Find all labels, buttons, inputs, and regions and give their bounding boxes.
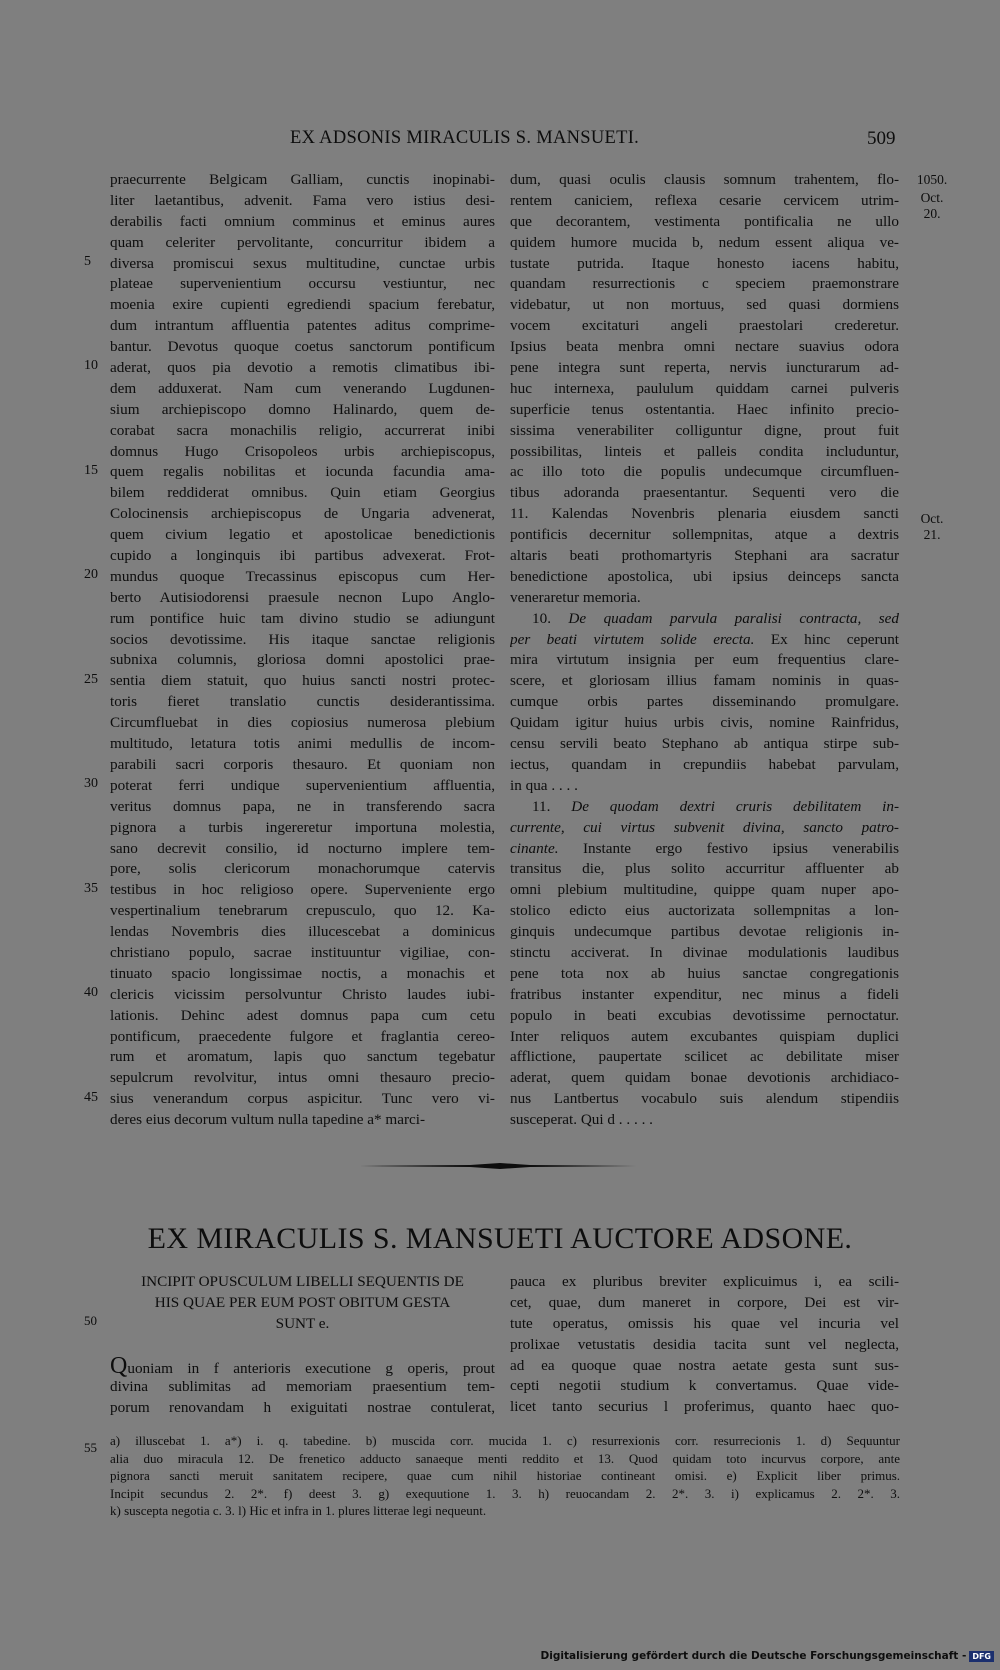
text-line: praecurrente Belgicam Galliam, cunctis inopinabi- [110,171,495,188]
text-line: dum intrantum affluentia patentes aditus comprime- [110,317,495,335]
text-line: quidem humore mucida b, nedum essent aliqua ve- [510,233,899,251]
text-line: omni plebium multitudine, quippe quam nuper apo- [510,881,899,899]
chapter-11-heading: 11. De quodam dextri cruris debilitatem in- [532,797,899,815]
footnote-line: pignora sancti meruit sanitatem recipere, quae cum nihil historiae contineant omisi. e) Explicit liber primus. [110,1468,900,1484]
text-line: licet tanto securius l proferimus, quanto haec quo- [510,1398,899,1416]
text-line: pontificis decernitur sollempnitas, atque a dextris [510,526,899,544]
text-line: bilem reddiderat omnibus. Quin etiam Georgius [110,484,495,502]
text-line: sano decrevit consilio, id nocturno implere tem- [110,839,495,857]
right-column-text [510,170,899,609]
line-number: 40 [84,985,98,1001]
text-line: rentem caniciem, reflexa cesarie cervicem utrim- [510,191,899,209]
incipit-heading [110,1272,495,1335]
text-line: pene integra sunt reperta, nervis iuncturarum ad- [510,359,899,377]
text-line: liter laetantibus, advenit. Fama vero istius desi- [110,191,495,209]
text-line: pontificum, praecedente fulgore et fraglantia cereo- [110,1027,495,1045]
chapter-11 [510,797,899,1131]
text-line: Inter reliquos autem excubantes quispiam duplici [510,1027,899,1045]
line-number: 10 [84,358,98,374]
text-line: lendas Novembris dies illucescebat a dominicus [110,923,495,941]
footnote-line: Incipit secundus 2. 2*. f) deest 3. g) exequutione 1. 3. h) reuocandam 2. 2*. 3. i) explicamus 2. 2*. 3. [110,1485,900,1501]
text-line: subnixa columnis, gloriosa domni apostolici prae- [110,651,495,669]
text-line: benedictione apostolica, ubi ipsius deinceps sancta [510,567,899,585]
text-line: rum et aromatum, lapis quo sanctum tegebatur [110,1048,495,1066]
text-line: cumque orbis partes disseminando promulgare. [510,693,899,711]
section-2-left-column: Quoniam in f anterioris executione g operis, prout divina sublimitas ad memoriam praesentium tem- porum renovandam h exiguitati nostrae contulerat, [110,1356,495,1419]
incipit-line: HIS QUAE PER EUM POST OBITUM GESTA [154,1293,451,1311]
text-line: Circumfluebat in dies copiosius numerosa plebium [110,714,495,732]
page-number: 509 [867,128,896,149]
text-line: clericis vicissim persolvuntur Christo laudes iubi- [110,985,495,1003]
dfg-logo: DFG [969,1651,994,1662]
text-line: stolico edicto eius auctorizata sollempnitas a lon- [510,902,899,920]
text-line: sius venerandum corpus aspicitur. Tunc vero vi- [110,1090,495,1108]
text-line: sium archiepiscopo domno Halinardo, quem de- [110,400,495,418]
text-line: tustate putrida. Itaque honesto iacens habitu, [510,254,899,272]
text-line: pene tota nox ab huius sanctae congregationis [510,964,899,982]
text-line: populo in beati excubias devotissime pernoctatur. [510,1006,899,1024]
text-line: corabat sacra monachilis religio, accurrerat inibi [110,421,495,439]
text-line: lationis. Dehinc adest domnus papa cum cetu [110,1006,495,1024]
text-line: testibus in hoc religioso opere. Superveniente ergo [110,881,495,899]
text-line: sepulcrum revolvitur, intus omni thesauro precio- [110,1069,495,1087]
running-title: EX ADSONIS MIRACULIS S. MANSUETI. [290,128,640,148]
text-line: berto Autisiodorensi praesule necnon Lupo Anglo- [110,588,495,606]
text-line: Quidam igitur huius urbis civis, nomine Rainfridus, [510,714,899,732]
drop-cap: Q [110,1356,128,1377]
text-line: ac illo toto die populis undecumque circumfluen- [510,463,899,481]
text-line: fratribus instanter expenditur, nec minus a fideli [510,985,899,1003]
line-number: 25 [84,671,98,687]
text-line: sissima venerabiliter colliguntur digne, prout fuit [510,421,899,439]
text-line: parabili sacri corporis thesauro. Et quoniam non [110,755,495,773]
text-line: mira virtutum insignia per eum frequentius clare- [510,651,899,669]
text-line: dem adduxerat. Nam cum venerando Lugdunen- [110,379,495,397]
text-line: pignora a turbis ingereretur importuna molestia, [110,818,495,836]
text-line: veritus domnus papa, ne in transferendo sacra [110,797,495,815]
text-line: bantur. Devotus quoque coetus sanctorum pontificum [110,338,495,356]
text-line: diversa promiscui sexus multitudine, cunctae urbis [110,254,495,272]
text-line: ginquis undecumque partibus devotae religionis in- [510,923,899,941]
text-line: rum pontifice huic tam divino studio se adiungunt [110,609,495,627]
margin-note-oct-21: Oct. 21. [920,511,944,542]
text-line: possibilitas, linteis et palleis condita includuntur, [510,442,899,460]
text-line: tute operatus, omissis his quae vel incuria vel [510,1314,899,1332]
margin-note-year: 1050. [916,172,948,187]
text-line: huc internexa, paululum quiddam carnei pulveris [510,379,899,397]
text-line: cet, quae, dum maneret in corpore, Dei est vir- [510,1293,899,1311]
text-line: quem civium legatio et apostolicae benedictionis [110,526,495,544]
line-number: 55 [84,1440,97,1455]
text-line: domnus Hugo Crisopoleos urbis archiepiscopus, [110,442,495,460]
text-line: vocem excitaturi angeli praestolari crederetur. [510,317,899,335]
text-line: multitudo, letatura totis animi medullis de incom- [110,735,495,753]
text-line: nus Lantbertus vocabulo suis alendum stipendiis [510,1090,899,1108]
text-line: mundus quoque Trecassinus episcopus cum Her- [110,567,495,585]
incipit-line: INCIPIT OPUSCULUM LIBELLI SEQUENTIS DE [141,1273,464,1290]
line-number: 5 [84,253,91,269]
text-line: toris fieret translatio cunctis desiderantissima. [110,693,495,711]
text-line: 11. Kalendas Novenbris plenaria eiusdem sancti [510,505,899,523]
text-line: vespertinalium tenebrarum crepusculo, quo 12. Ka- [110,902,495,920]
text-line: quandam resurrectionis c speciem praemonstrare [510,275,899,293]
text-line: censu servili beato Stephano ab antiqua stirpe sub- [510,735,899,753]
incipit-line: SUNT e. [275,1314,330,1332]
text-line: socios devotissime. His itaque sanctae religionis [110,630,495,648]
line-number: 45 [84,1089,98,1105]
text-line: altaris beati prothomartyris Stephani ara sacratur [510,547,899,565]
text-line: sentia diem statuit, quo huius sancti nostri protec- [110,672,495,690]
text-line: stinctu acciverat. In divinae modulationis laudibus [510,943,899,961]
section-2-right-column [510,1272,899,1418]
text-line: poterat ferri undique supervenientium affluentia, [110,776,495,794]
text-line: transitus die, plus solito accurritur affluenter ab [510,860,899,878]
text-line: quam celeriter pervolitante, concurritur ibidem a [110,233,495,251]
text-line: derabilis facti omnium comminus et eminus aures [110,212,495,230]
footnote-line: k) suscepta negotia c. 3. l) Hic et infra in 1. plures litterae legi nequeunt. [110,1503,487,1519]
text-line: ad ea quoque quae nostra aetate gesta sunt sus- [510,1356,899,1374]
text-line: aderat, quem quidam bonae devotionis archidiaco- [510,1069,899,1087]
text-line: que decorantem, vestimenta pontificalia ne ullo [510,212,899,230]
text-line: afflictione, paupertate scilicet ac debilitate miser [510,1048,899,1066]
text-line: deres eius decorum vultum nulla tapedine a* marci- [110,1111,426,1129]
text-line: Ipsius beata menbra omni nectare suavius odora [510,338,899,356]
digitization-credit: Digitalisierung gefördert durch die Deutsche Forschungsgemeinschaft - DFG [541,1650,994,1662]
text-line: iectus, quandam in crepundiis habebat parvulam, [510,755,899,773]
text-line: dum, quasi oculis clausis somnum trahentem, flo- [510,171,899,188]
text-line: in qua . . . . [510,776,578,794]
text-line: pore, solis clericorum monachorumque catervis [110,860,495,878]
right-column [510,170,899,1131]
text-line: pauca ex pluribus breviter explicuimus i, ea scili- [510,1273,899,1290]
running-head [0,128,1000,154]
line-number: 50 [84,1313,97,1328]
text-line: cupido a longinquis ibi partibus advexerat. Frot- [110,547,495,565]
line-number: 30 [84,776,98,792]
line-number: 20 [84,567,98,583]
footnotes [110,1432,900,1520]
text-line: aderat, quos pia devotio a remotis climatibus ibi- [110,359,495,377]
section-divider [360,1163,640,1169]
text-line: tibus adoranda praesentantur. Sequenti vero die [510,484,899,502]
footnote-line: alia duo miracula 12. De frenetico adducto sanaeque menti reddito et 13. Quod quidam toto incurvus corpore, ante [110,1450,900,1466]
text-line: Colocinensis archiepiscopus de Ungaria advenerat, [110,505,495,523]
chapter-10-heading: 10. De quadam parvula paralisi contracta, sed [532,609,899,627]
section-title: EX MIRACULIS S. MANSUETI AUCTORE ADSONE. [147,1222,853,1255]
text-line: moenia exire cupienti egrediendi spacium ferebatur, [110,296,495,314]
chapter-10 [510,609,899,797]
chapter-11-heading-cont: currente, cui virtus subvenit divina, sancto patro- [510,818,899,836]
left-column [110,170,495,1131]
text-line: quem regalis nobilitas et iocunda facundia ama- [110,463,495,481]
line-number: 15 [84,462,98,478]
text-line: superficie tenus ostentantia. Haec infinito precio- [510,400,899,418]
text-line: cepti negotii studium k convertamus. Quae vide- [510,1377,899,1395]
text-line: susceperat. Qui d . . . . . [510,1111,653,1129]
line-number: 35 [84,880,98,896]
text-line: tinuato spacio longissimae noctis, a monachis et [110,964,495,982]
text-line: christiano populo, sacrae instituuntur vigiliae, con- [110,943,495,961]
text-line: videbatur, ut non mortuus, sed quasi dormiens [510,296,899,314]
chapter-11-heading-end: cinante. Instante ergo festivo ipsius venerabilis [510,839,899,857]
text-line: scere, et gloriosam illius famam nominis in quas- [510,672,899,690]
text-line: prolixae vetustatis desidia tacita sunt vel neglecta, [510,1335,899,1353]
text-line: plateae supervenientium occursu vestiuntur, nec [110,275,495,293]
section-2-first-line: Quoniam in f anterioris executione g operis, prout [110,1356,495,1377]
footnote-line: a) illuscebat 1. a*) i. q. tabedine. b) muscida corr. mucida 1. c) resurrexionis corr. resurrecionis 1. d) Sequuntur [110,1433,900,1448]
text-line: veneraretur memoria. [510,588,641,606]
chapter-10-heading-cont: per beati virtutem solide erecta. Ex hinc ceperunt [510,630,899,648]
margin-note-oct-20: Oct. 20. [920,190,944,221]
